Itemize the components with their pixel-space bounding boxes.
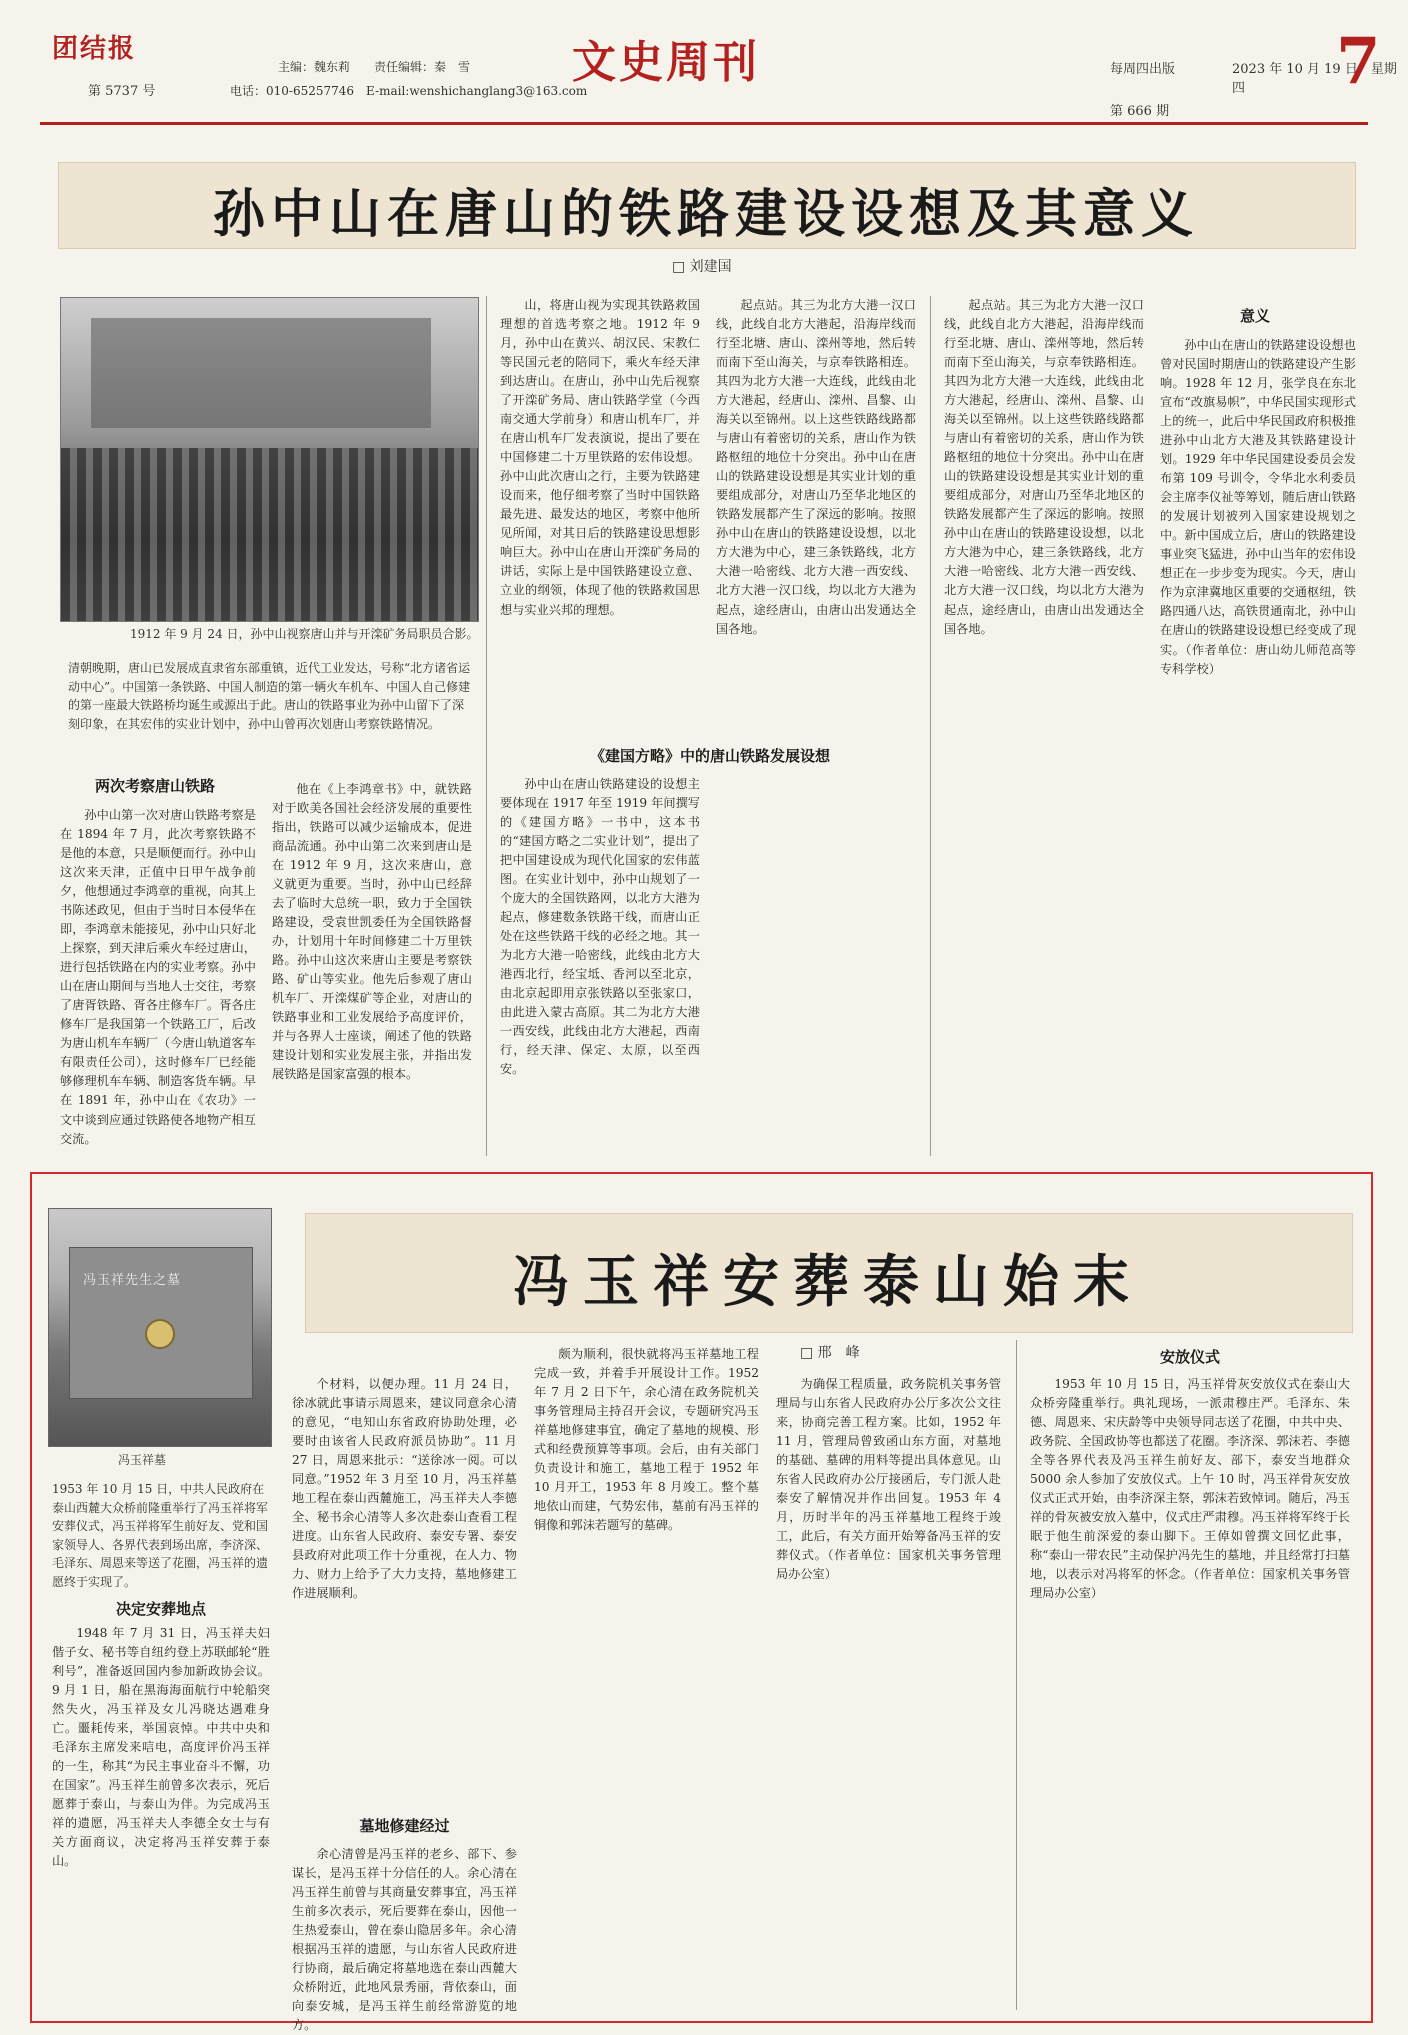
article2-section2-heading: 墓地修建经过	[359, 1817, 450, 1835]
article1-section2-col2: 起点站。其三为北方大港一汉口线，此线自北方大港起，沿海岸线而行至北塘、唐山、滦州等地，然后转而南下至山海关，与京奉铁路相连。其四为北方大港一大连线，此线由北方大港起，经唐山、滦州、昌黎、山海关以至锦州。以上这些铁路线路都与唐山有着密切的关系，唐山作为铁路枢纽的地位十分突出。孙中山在唐山的铁路建设设想是其实业计划的重要组成部分，对唐山乃至华北地区的铁路发展都产生了深远的影响。按照孙中山在唐山的铁路建设设想，以北方大港为中心，建三条铁路线，北方大港一哈密线、北方大港一西安线、北方大港一汉口线，均以北方大港为起点，途经唐山，由唐山出发通达全国各地。	[716, 298, 916, 636]
section-title: 文史周刊	[572, 37, 760, 88]
column-divider	[930, 296, 931, 1156]
article1-section3-body: 孙中山在唐山的铁路建设设想也曾对民国时期唐山的铁路建设产生影响。1928 年 12 月，张学良在东北宣布“改旗易帜”，中华民国实现形式上的统一，此后中华民国政府积极推进孙中山北方大港及其铁路建设计划。1929 年中华民国建设委员会发布第 109 号训令，令华北水利委员会主席李仪祉等筹划，随后唐山铁路的发展计划被列入国家建设规划之中。新中国成立后，唐山的铁路建设事业突飞猛进，孙中山当年的宏伟设想正在一步步变为现实。今天，唐山作为京津冀地区重要的交通枢纽，铁路四通八达，高铁贯通南北，孙中山在唐山的铁路建设设想已经变成了现实。（作者单位：唐山幼儿师范高等专科学校）	[1160, 338, 1356, 676]
page-number: 7	[1336, 24, 1381, 99]
section-issue-number: 第 666 期	[1110, 104, 1170, 119]
contact-line: 电话：010-65257746 E-mail:wenshichanglang3@163.com	[230, 84, 588, 98]
article1-intro: 清朝晚期，唐山已发展成直隶省东部重镇，近代工业发达，号称“北方诸省运动中心”。中国第一条铁路、中国人制造的第一辆火车机车、中国人自己修建的第一座最大铁路桥均诞生或源出于此。唐山的铁路事业为孙中山留下了深刻印象，在其宏伟的实业计划中，孙中山曾再次划唐山考察铁路情况。	[68, 661, 471, 731]
publication-date: 2023 年 10 月 19 日 星期四	[1232, 62, 1397, 96]
tomb-inscription: 冯玉祥先生之墓	[83, 1273, 182, 1288]
column-divider	[486, 296, 487, 1156]
article1-section2-col1: 孙中山在唐山铁路建设的设想主要体现在 1917 年至 1919 年间撰写的《建国方略》一书中，这本书的“建国方略之二实业计划”，提出了把中国建设成为现代化国家的宏伟蓝图。在实业计划中，孙中山规划了一个庞大的全国铁路网，以北方大港为起点，修建数条铁路干线，而唐山正处在这些铁路干线的必经之地。其一为北方大港一哈密线，此线由北方大港西北行，经宝坻、香河以至北京，由北京起即用京张铁路以至张家口，由此进入蒙古高原。其二为北方大港一西安线，此线由北方大港起，西南行，经天津、保定、太原，以至西安。	[500, 777, 700, 1077]
article1-section1-col1: 孙中山第一次对唐山铁路考察是在 1894 年 7 月，此次考察铁路不是他的本意，只是顺便而行。孙中山这次来天津，正值中日甲午战争前夕，他想通过李鸿章的重视，向其上书陈述政见，但由于当时日本侵华在即，李鸿章未能接见，孙中山只好北上探察，到天津后乘火车经过唐山，进行包括铁路在内的实业考察。孙中山在唐山期间与当地人士交往，考察了唐胥铁路、胥各庄修车厂。胥各庄修车厂是我国第一个铁路工厂，后改为唐山机车车辆厂（今唐山轨道客车有限责任公司），这时修车厂已经能够修理机车车辆、制造客货车辆。早在 1891 年，孙中山在《农功》一文中谈到应通过铁路使各地物产相互交流。	[60, 808, 256, 1146]
article2-section1-col1: 1948 年 7 月 31 日，冯玉祥夫妇偕子女、秘书等自纽约登上苏联邮轮“胜利号”，准备返回国内参加新政协会议。9 月 1 日，船在黑海海面航行中轮船突然失火，冯玉祥及女儿冯晓达遇难身亡。噩耗传来，举国哀悼。中共中央和毛泽东主席发来唁电，高度评价冯玉祥的一生，称其“为民主事业奋斗不懈，功在国家”。冯玉祥生前曾多次表示，死后愿葬于泰山，与泰山为伴。为完成冯玉祥的遗愿，冯玉祥夫人李德全女士与有关方面商议，决定将冯玉祥安葬于泰山。	[52, 1626, 270, 1869]
article2-section3-heading: 安放仪式	[1159, 1348, 1220, 1366]
article2-byline: □ 邢 峰	[800, 1345, 860, 1361]
article1-photo	[60, 297, 479, 622]
column-divider	[1016, 1340, 1017, 2010]
article2-section3-body: 1953 年 10 月 15 日，冯玉祥骨灰安放仪式在泰山大众桥旁隆重举行。典礼现场，一派肃穆庄严。毛泽东、朱德、周恩来、宋庆龄等中央领导同志送了花圈，中共中央、政务院、全国政协等也都送了花圈。李济深、郭沫若、李德全等各界代表及冯玉祥生前好友、部下，泰安当地群众 5000 余人参加了安放仪式。上午 10 时，冯玉祥骨灰安放仪式正式开始，由李济深主祭，郭沫若致悼词。随后，冯玉祥的骨灰被安放入墓中，仪式庄严肃穆。冯玉祥将军终于长眠于他生前深爱的泰山脚下。王倬如曾撰文回忆此事，称“泰山一带农民”主动保护冯先生的墓地，并且经常打扫墓地，以表示对冯将军的怀念。（作者单位：国家机关事务管理局办公室）	[1030, 1377, 1350, 1601]
article1-title: 孙中山在唐山的铁路建设设想及其意义	[212, 184, 1199, 245]
article1-photo-caption: 1912 年 9 月 24 日，孙中山视察唐山并与开滦矿务局职员合影。	[130, 627, 479, 641]
article2-title: 冯玉祥安葬泰山始末	[513, 1249, 1143, 1315]
article2-photo-caption: 冯玉祥墓	[118, 1453, 167, 1467]
issue-number: 第 5737 号	[88, 84, 156, 99]
article2-intro: 1953 年 10 月 15 日，中共人民政府在泰山西麓大众桥前隆重举行了冯玉祥将军安葬仪式，冯玉祥将军生前好友、党和国家领导人、各界代表到场出席，李济深、毛泽东、周恩来等送了花圈，冯玉祥的遗愿终于实现了。	[52, 1482, 269, 1589]
article1-section2-col3: 起点站。其三为北方大港一汉口线，此线自北方大港起，沿海岸线而行至北塘、唐山、滦州等地，然后转而南下至山海关，与京奉铁路相连。其四为北方大港一大连线，此线由北方大港起，经唐山、滦州、昌黎、山海关以至锦州。以上这些铁路线路都与唐山有着密切的关系，唐山作为铁路枢纽的地位十分突出。孙中山在唐山的铁路建设设想是其实业计划的重要组成部分，对唐山乃至华北地区的铁路发展都产生了深远的影响。按照孙中山在唐山的铁路建设设想，以北方大港为中心，建三条铁路线，北方大港一哈密线、北方大港一西安线、北方大港一汉口线，均以北方大港为起点，途经唐山，由唐山出发通达全国各地。	[944, 298, 1144, 636]
medallion-icon	[145, 1319, 175, 1349]
article1-section2-heading: 《建国方略》中的唐山铁路发展设想	[589, 747, 830, 765]
editors-line: 主编：魏东莉 责任编辑：秦 雪	[278, 60, 471, 74]
article1-section1-col2: 他在《上李鸿章书》中，就铁路对于欧美各国社会经济发展的重要性指出，铁路可以减少运输成本，促进商品流通。孙中山第二次来到唐山是在 1912 年 9 月，这次来唐山，意义就更为重要。当时，孙中山已经辞去了临时大总统一职，致力于全国铁路建设，受袁世凯委任为全国铁路督办，计划用十年时间修建二十万里铁路。孙中山这次来唐山主要是考察铁路、矿山等实业。他先后参观了唐山机车厂、开滦煤矿等企业，对唐山的铁路事业和工业发展给予高度评价，并与各界人士座谈，阐述了他的铁路建设计划和实业发展主张，并指出发展铁路是国家富强的根本。	[272, 782, 472, 1082]
article2-photo	[48, 1208, 272, 1447]
article1-section1-col3: 山，将唐山视为实现其铁路救国理想的首选考察之地。1912 年 9 月，孙中山在黄兴、胡汉民、宋教仁等民国元老的陪同下，乘火车经天津到达唐山。在唐山，孙中山先后视察了开滦矿务局、唐山铁路学堂（今西南交通大学前身）和唐山机车厂，并在唐山机车厂发表演说，提出了要在中国修建二十万里铁路的宏伟设想。孙中山此次唐山之行，主要为铁路建设而来，他仔细考察了当时中国铁路最先进、最发达的地区，考察中他所见所闻，对其日后的铁路建设思想影响巨大。孙中山在唐山开滦矿务局的讲话，实际上是中国铁路建设立意、立业的纲领，体现了他的铁路救国思想与实业兴邦的理想。	[500, 298, 700, 617]
publication-frequency: 每周四出版	[1110, 62, 1176, 77]
article1-section1-heading: 两次考察唐山铁路	[94, 777, 215, 795]
article2-section1-col2: 个材料，以便办理。11 月 24 日，徐冰就此事请示周恩来，建议同意余心清的意见，“电知山东省政府协助处理，必要时由该省人民政府派员协助”。11 月 27 日，周恩来批示：“送徐冰一阅。可以同意。”1952 年 3 月至 10 月，冯玉祥墓地工程在泰山西麓施工，冯玉祥夫人李德全、秘书余心清等人多次赴泰山查看工程进度。山东省人民政府、泰安专署、泰安县政府对此项工作十分重视，在人力、物力、财力上给予了大力支持，墓地修建工作进展顺利。	[292, 1377, 517, 1601]
article2-section2-col2: 颇为顺利，很快就将冯玉祥墓地工程完成一致，并着手开展设计工作。1952 年 7 月 2 日下午，余心清在政务院机关事务管理局主持召开会议，专题研究冯玉祥墓地修建事宜，确定了墓地的规模、形式和经费预算等事项。会后，由有关部门负责设计和施工，墓地工程于 1952 年 10 月开工，1953 年 8 月竣工。整个墓地依山而建，气势宏伟，墓前有冯玉祥的铜像和郭沫若题写的墓碑。	[534, 1347, 759, 1533]
article2-section1-heading: 决定安葬地点	[115, 1600, 206, 1618]
article2-section2-col1: 余心清曾是冯玉祥的老乡、部下、参谋长，是冯玉祥十分信任的人。余心清在冯玉祥生前曾与其商量安葬事宜，冯玉祥生前多次表示，死后要葬在泰山，因他一生热爱泰山，曾在泰山隐居多年。余心清根据冯玉祥的遗愿，与山东省人民政府进行协商，最后确定将墓地选在泰山西麓大众桥附近，此地风景秀丽，背依泰山，面向泰安城，是冯玉祥生前经常游览的地方。	[292, 1847, 517, 2033]
article1-section3-heading: 意义	[1239, 307, 1270, 325]
article1-byline: □ 刘建国	[672, 259, 732, 275]
article2-section2-col3: 为确保工程质量，政务院机关事务管理局与山东省人民政府办公厅多次公文往来，协商完善工程方案。比如，1952 年 11 月，管理局曾致函山东方面，对墓地的基础、墓碑的用料等提出具体意见。山东省人民政府办公厅接函后，专门派人赴泰安了解情况并作出回复。1953 年 4 月，历时半年的冯玉祥墓地工程终于竣工，此后，有关方面开始筹备冯玉祥的安葬仪式。（作者单位：国家机关事务管理局办公室）	[776, 1377, 1001, 1582]
masthead-divider	[40, 122, 1368, 125]
newspaper-logo: 团结报	[52, 34, 137, 64]
